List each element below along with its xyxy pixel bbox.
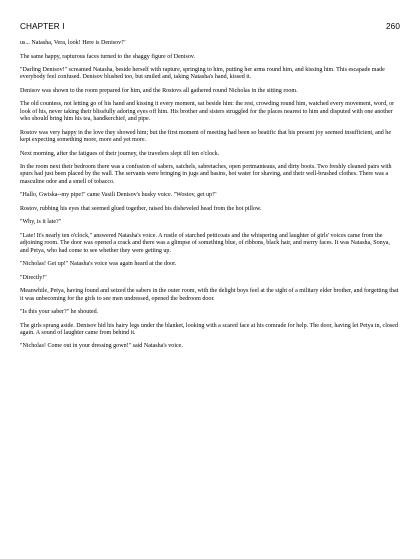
- paragraph: Meanwhile, Petya, having found and seized the sabers in the outer room, with the delight boys feel at the sight of a military elder brother, and forgetting that it was unbecoming for the girls to see men undressed, opened the bedroom door.: [20, 288, 399, 302]
- paragraph: Rostov was very happy in the love they showed him; but the first moment of meeting had been so beatific that his present joy seemed insufficient, and he kept expecting something more, more and yet more.: [20, 129, 392, 144]
- paragraph: "Directly!": [20, 274, 47, 281]
- paragraph: In the room next their bedroom there was a confusion of sabers, satchels, sabretaches, open portmanteaus, and dirty boots. Two freshly cleaned pairs with spurs had just been placed by the wall. The servants were bringing in jugs and basins, hot water for shaving, and their well-brushed clothes. There was a masculine odor and a smell of tobacco.: [20, 164, 392, 185]
- paragraph: "Nicholas! Come out in your dressing gown!" said Natasha's voice.: [20, 343, 183, 350]
- paragraph: us... Natasha, Vera, look! Here is Denisov!": [20, 40, 126, 46]
- paragraph: Next morning, after the fatigues of their journey, the travelers slept till ten o'clock.: [20, 150, 220, 157]
- paragraph: "Darling Denisov!" screamed Natasha, beside herself with rapture, springing to him, putting her arms round him, and kissing him. This escapade made everybody feel confused. Denisov blushed too, but smiled and, taking Natasha's hand, kissed it.: [20, 67, 385, 81]
- page-number: 260: [386, 22, 400, 31]
- paragraph: The old countess, not letting go of his hand and kissing it every moment, sat beside him: the rest, crowding round him, watched every movement, word, or look of his, never taking their blissfully adoring eyes off him. His brother and sisters struggled for the places nearest to him and disputed with one another who should bring him his tea, handkerchief, and pipe.: [20, 101, 395, 123]
- paragraph: "Hallo, Gwiska--my pipe!" came Vasili Denisov's husky voice. "Wostov, get up!": [20, 192, 217, 199]
- paragraph: "Why, is it late?": [20, 219, 62, 226]
- paragraph: The girls sprang aside. Denisov hid his hairy legs under the blanket, looking with a scared face at his comrade for help. The door, having let Petya in, closed again. A sound of laughter came from behind it.: [20, 322, 398, 336]
- paragraph: "Late! It's nearly ten o'clock," answered Natasha's voice. A rustle of starched petticoats and the whispering and laughter of girls' voices came from the adjoining room. The door was opened a crack and there was a glimpse of something blue, of ribbons, black hair, and merry faces. It was Natasha, Sonya, and Petya, who had come to see whether they were getting up.: [20, 232, 390, 254]
- page-body: [20, 40, 400, 357]
- paragraph: Rostov, rubbing his eyes that seemed glued together, raised his disheveled head from the hot pillow.: [20, 205, 262, 212]
- chapter-title: CHAPTER I: [20, 22, 65, 31]
- paragraph: The same happy, rapturous faces turned to the shaggy figure of Denisov.: [20, 53, 196, 60]
- page-header: [20, 22, 400, 34]
- paragraph: "Is this your saber?" he shouted.: [20, 309, 99, 316]
- paragraph: "Nicholas! Get up!" Natasha's voice was again heard at the door.: [20, 261, 177, 268]
- paragraph: Denisov was shown to the room prepared for him, and the Rostovs all gathered round Nicholas in the sitting room.: [20, 87, 298, 94]
